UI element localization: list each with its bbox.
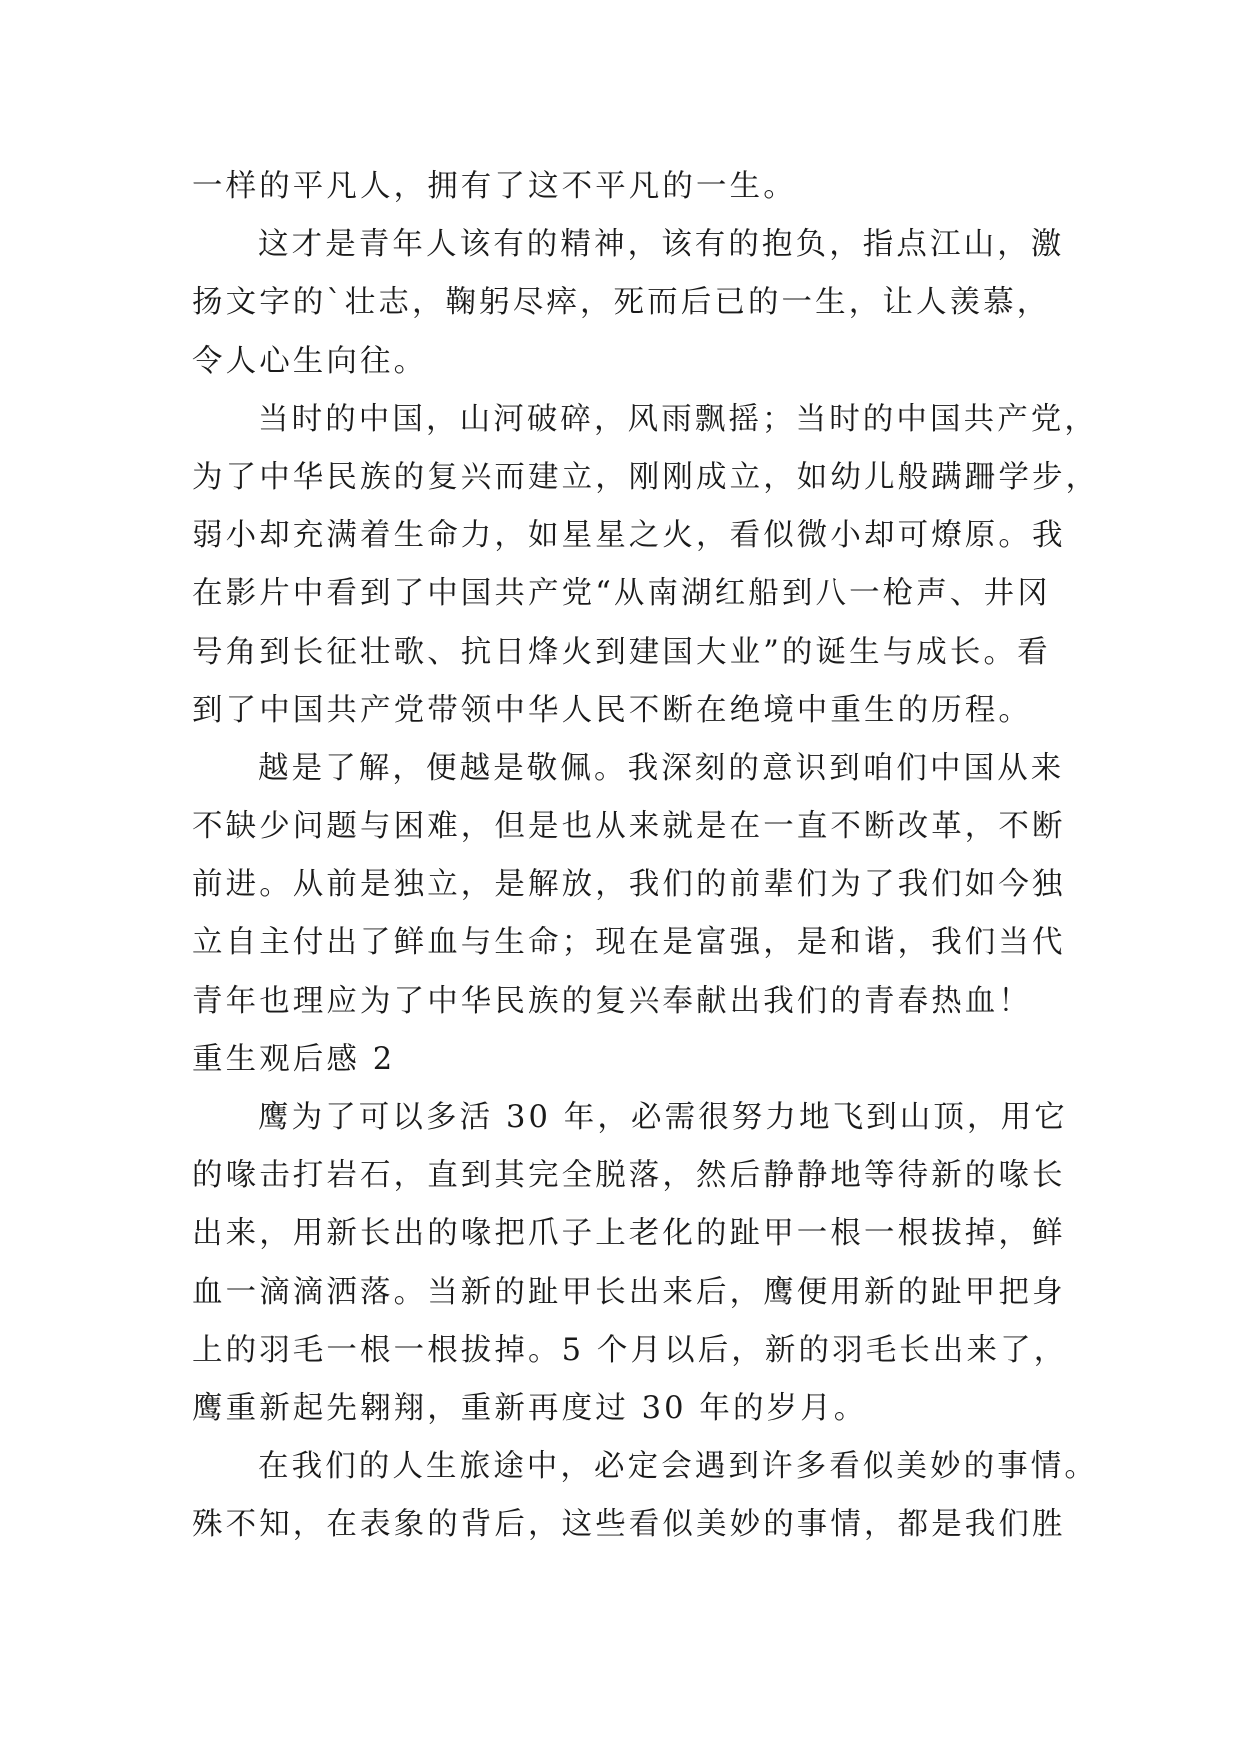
text-line: 上的羽毛一根一根拔掉。5 个月以后，新的羽毛长出来了， bbox=[192, 1332, 1068, 1368]
paragraph-first-line: 在我们的人生旅途中，必定会遇到许多看似美妙的事情。 bbox=[258, 1449, 1098, 1485]
text-line: 到了中国共产党带领中华人民不断在绝境中重生的历程。 bbox=[192, 692, 1032, 728]
text-line: 青年也理应为了中华民族的复兴奉献出我们的青春热血！ bbox=[192, 983, 1032, 1019]
text-line: 弱小却充满着生命力，如星星之火，看似微小却可燎原。我 bbox=[192, 518, 1066, 554]
paragraph-first-line: 越是了解，便越是敬佩。我深刻的意识到咱们中国从来 bbox=[258, 750, 1065, 786]
paragraph-first-line: 这才是青年人该有的精神，该有的抱负，指点江山，激 bbox=[258, 227, 1065, 263]
text-line: 扬文字的`壮志，鞠躬尽瘁，死而后已的一生，让人羡慕， bbox=[192, 285, 1051, 321]
text-line: 在影片中看到了中国共产党“从南湖红船到八一枪声、井冈 bbox=[192, 576, 1051, 612]
text-line: 号角到长征壮歌、抗日烽火到建国大业”的诞生与成长。看 bbox=[192, 634, 1051, 670]
text-line: 为了中华民族的复兴而建立，刚刚成立，如幼儿般蹒跚学步， bbox=[192, 459, 1100, 495]
paragraph-first-line: 鹰为了可以多活 30 年，必需很努力地飞到山顶，用它 bbox=[258, 1100, 1068, 1135]
text-line: 鹰重新起先翱翔，重新再度过 30 年的岁月。 bbox=[192, 1390, 868, 1426]
text-line: 一样的平凡人，拥有了这不平凡的一生。 bbox=[192, 169, 797, 204]
text-line: 殊不知，在表象的背后，这些看似美妙的事情，都是我们胜 bbox=[192, 1507, 1066, 1543]
text-line: 出来，用新长出的喙把爪子上老化的趾甲一根一根拔掉，鲜 bbox=[192, 1216, 1066, 1252]
paragraph-first-line: 当时的中国，山河破碎，风雨飘摇；当时的中国共产党， bbox=[258, 401, 1098, 437]
text-line: 令人心生向往。 bbox=[192, 343, 428, 379]
text-line: 血一滴滴洒落。当新的趾甲长出来后，鹰便用新的趾甲把身 bbox=[192, 1274, 1066, 1310]
text-line: 前进。从前是独立，是解放，我们的前辈们为了我们如今独 bbox=[192, 867, 1066, 903]
section-heading: 重生观后感 2 bbox=[192, 1041, 396, 1077]
document-body bbox=[192, 158, 1100, 1555]
text-line: 立自主付出了鲜血与生命；现在是富强，是和谐，我们当代 bbox=[192, 925, 1066, 961]
text-line: 不缺少问题与困难，但是也从来就是在一直不断改革，不断 bbox=[192, 809, 1066, 845]
text-line: 的喙击打岩石，直到其完全脱落，然后静静地等待新的喙长 bbox=[192, 1158, 1066, 1194]
